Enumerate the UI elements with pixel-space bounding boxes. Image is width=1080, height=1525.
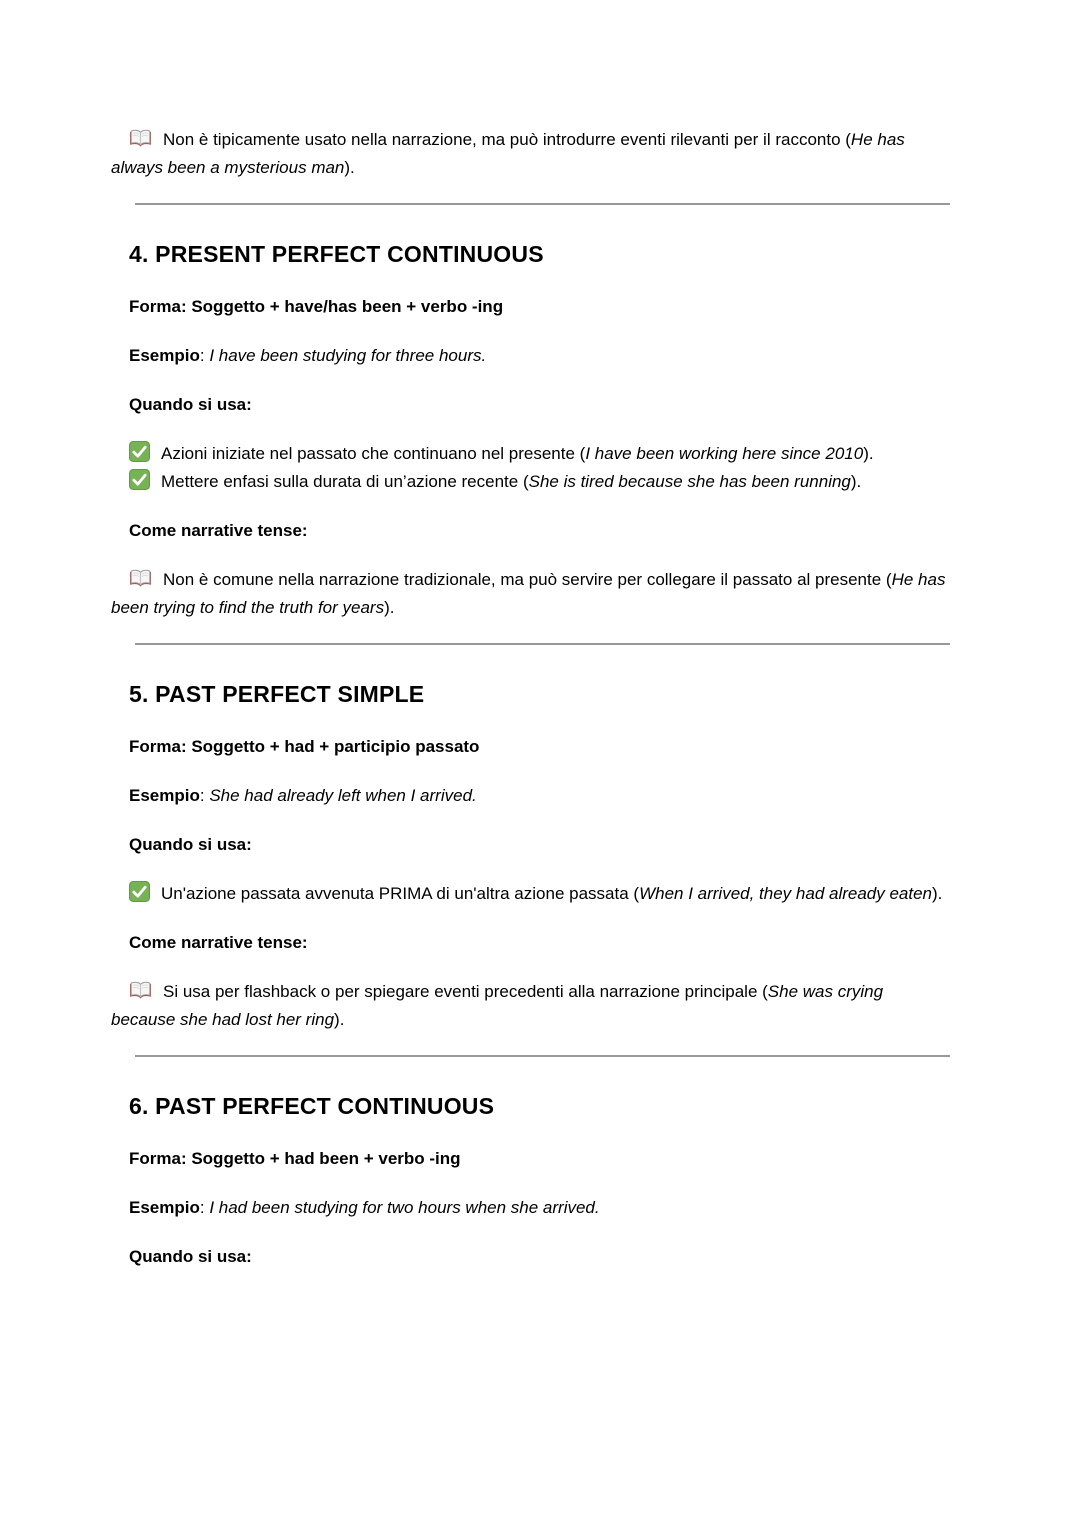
usage-text: Azioni iniziate nel passato che continuano nel presente (	[161, 444, 586, 463]
usage-example: When I arrived, they had already eaten	[639, 884, 933, 903]
section-heading-6: 6. PAST PERFECT CONTINUOUS	[129, 1093, 495, 1119]
come-label: Come narrative tense:	[129, 521, 308, 540]
esempio-line	[111, 782, 950, 810]
section-heading-5: 5. PAST PERFECT SIMPLE	[129, 681, 425, 707]
esempio-label: Esempio	[129, 1198, 200, 1217]
narrative-text: Non è comune nella narrazione tradizionale, ma può servire per collegare il passato al presente (	[163, 570, 892, 589]
usage-close: ).	[850, 472, 862, 491]
intro-note-example: He has always been a mysterious man	[111, 130, 905, 177]
esempio-sep: :	[199, 786, 210, 805]
usage-text: Un'azione passata avvenuta PRIMA di un'altra azione passata (	[161, 884, 640, 903]
esempio-sep: :	[199, 346, 210, 365]
narrative-note	[111, 566, 950, 622]
section-divider	[135, 643, 950, 645]
section-divider	[135, 1055, 950, 1057]
open-book-icon	[129, 569, 152, 588]
narrative-text: Si usa per flashback o per spiegare eventi precedenti alla narrazione principale (	[163, 982, 768, 1001]
open-book-icon	[129, 129, 152, 148]
esempio-text: She had already left when I arrived.	[209, 786, 477, 805]
narrative-note	[111, 978, 950, 1034]
open-book-icon	[129, 981, 152, 1000]
esempio-text: I have been studying for three hours.	[209, 346, 487, 365]
quando-label: Quando si usa:	[129, 395, 252, 414]
narrative-example: He has been trying to find the truth for years	[111, 570, 946, 617]
esempio-label: Esempio	[129, 786, 200, 805]
quando-label: Quando si usa:	[129, 835, 252, 854]
usage-list	[111, 880, 950, 908]
section-divider	[135, 203, 950, 205]
intro-note	[111, 126, 950, 182]
check-icon	[129, 441, 150, 462]
esempio-text: I had been studying for two hours when she arrived.	[209, 1198, 600, 1217]
usage-list	[111, 440, 950, 496]
usage-example: She is tired because she has been running	[528, 472, 851, 491]
usage-item	[111, 440, 950, 468]
forma-line: Forma: Soggetto + had + participio passato	[129, 737, 480, 756]
come-label: Come narrative tense:	[129, 933, 308, 952]
forma-line: Forma: Soggetto + have/has been + verbo -ing	[129, 297, 504, 316]
narrative-example: She was crying because she had lost her ring	[111, 982, 884, 1029]
intro-note-close: ).	[344, 158, 355, 177]
usage-item	[111, 468, 950, 496]
usage-item	[111, 880, 950, 908]
forma-line: Forma: Soggetto + had been + verbo -ing	[129, 1149, 461, 1168]
esempio-label: Esempio	[129, 346, 200, 365]
section-heading-4: 4. PRESENT PERFECT CONTINUOUS	[129, 241, 544, 267]
usage-close: ).	[932, 884, 943, 903]
check-icon	[129, 469, 150, 490]
usage-text: Mettere enfasi sulla durata di un’azione recente (	[161, 472, 529, 491]
usage-example: I have been working here since 2010	[585, 444, 864, 463]
esempio-line	[111, 1194, 950, 1222]
usage-close: ).	[863, 444, 874, 463]
intro-note-text: Non è tipicamente usato nella narrazione, ma può introdurre eventi rilevanti per il racconto (	[163, 130, 851, 149]
check-icon	[129, 881, 150, 902]
esempio-sep: :	[199, 1198, 210, 1217]
quando-label: Quando si usa:	[129, 1247, 252, 1266]
narrative-close: ).	[334, 1010, 345, 1029]
narrative-close: ).	[384, 598, 395, 617]
esempio-line	[111, 342, 950, 370]
